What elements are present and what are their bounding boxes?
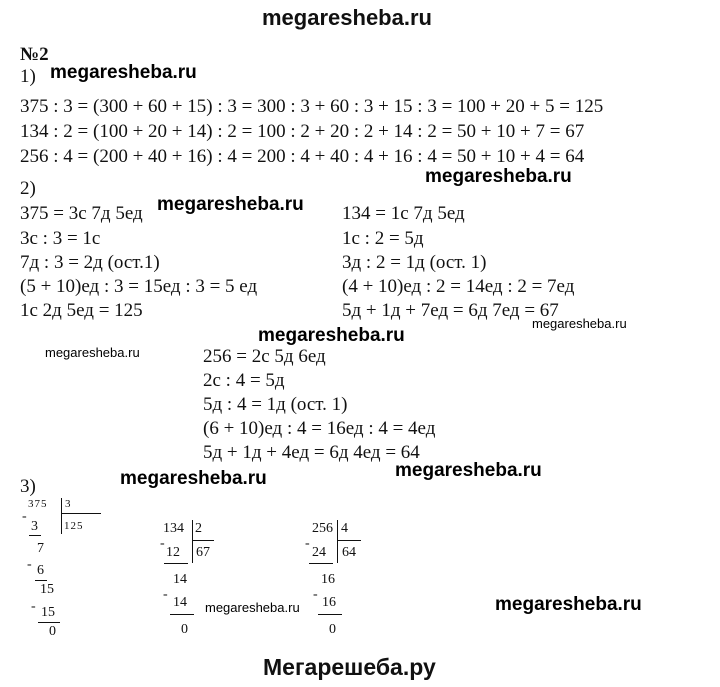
watermark: megaresheba.ru — [258, 325, 405, 346]
part2-left-line-3: 7д : 3 = 2д (ост.1) — [20, 252, 160, 273]
part2-right-line-5: 5д + 1д + 7ед = 6д 7ед = 67 — [342, 300, 559, 321]
watermark: megaresheba.ru — [495, 594, 642, 615]
divisor: 4 — [341, 521, 348, 536]
part2-center-line-1: 256 = 2с 5д 6ед — [203, 346, 326, 367]
divisor: 3 — [65, 498, 72, 510]
page-footer-site: Мегарешеба.ру — [263, 654, 436, 680]
part2-left-line-4: (5 + 10)ед : 3 = 15ед : 3 = 5 ед — [20, 276, 258, 297]
page-header-site: megaresheba.ru — [262, 5, 432, 30]
watermark: megaresheba.ru — [120, 468, 267, 489]
dividend: 256 — [312, 521, 333, 536]
watermark: megaresheba.ru — [395, 460, 542, 481]
quotient: 125 — [64, 520, 84, 532]
watermark: megaresheba.ru — [425, 166, 572, 187]
step: 16 — [321, 572, 335, 587]
part1-line-1: 375 : 3 = (300 + 60 + 15) : 3 = 300 : 3 + 60 : 3 + 15 : 3 = 100 + 20 + 5 = 125 — [20, 96, 604, 117]
part2-right-line-2: 1с : 2 = 5д — [342, 228, 424, 249]
watermark: megaresheba.ru — [205, 600, 300, 615]
watermark: megaresheba.ru — [157, 194, 304, 215]
watermark: megaresheba.ru — [50, 62, 197, 83]
divisor: 2 — [195, 521, 202, 536]
step: 15 — [40, 582, 54, 597]
part2-left-line-5: 1с 2д 5ед = 125 — [20, 300, 143, 321]
step: 6 — [37, 563, 44, 578]
part1-label: 1) — [20, 66, 36, 87]
part2-left-line-1: 375 = 3с 7д 5ед — [20, 203, 143, 224]
step: 0 — [329, 622, 336, 637]
part2-center-line-3: 5д : 4 = 1д (ост. 1) — [203, 394, 348, 415]
part2-left-line-2: 3с : 3 = 1с — [20, 228, 101, 249]
step: 14 — [173, 572, 187, 587]
part2-right-line-1: 134 = 1с 7д 5ед — [342, 203, 465, 224]
task-number: №2 — [20, 44, 49, 65]
step: 3 — [31, 519, 38, 534]
step: 0 — [49, 624, 56, 639]
part3-label: 3) — [20, 476, 36, 497]
step: 0 — [181, 622, 188, 637]
part2-label: 2) — [20, 178, 36, 199]
step: 7 — [37, 541, 44, 556]
step: 12 — [166, 545, 180, 560]
part2-center-line-5: 5д + 1д + 4ед = 6д 4ед = 64 — [203, 442, 420, 463]
part2-center-line-4: (6 + 10)ед : 4 = 16ед : 4 = 4ед — [203, 418, 436, 439]
part2-center-line-2: 2с : 4 = 5д — [203, 370, 285, 391]
part2-right-line-4: (4 + 10)ед : 2 = 14ед : 2 = 7ед — [342, 276, 575, 297]
watermark: megaresheba.ru — [532, 316, 627, 331]
dividend: 375 — [28, 498, 48, 510]
step: 16 — [322, 595, 336, 610]
quotient: 64 — [342, 545, 356, 560]
part2-right-line-3: 3д : 2 = 1д (ост. 1) — [342, 252, 487, 273]
part1-line-3: 256 : 4 = (200 + 40 + 16) : 4 = 200 : 4 + 40 : 4 + 16 : 4 = 50 + 10 + 4 = 64 — [20, 146, 585, 167]
dividend: 134 — [163, 521, 184, 536]
step: 14 — [173, 595, 187, 610]
part1-line-2: 134 : 2 = (100 + 20 + 14) : 2 = 100 : 2 + 20 : 2 + 14 : 2 = 50 + 10 + 7 = 67 — [20, 121, 585, 142]
watermark: megaresheba.ru — [45, 345, 140, 360]
step: 15 — [41, 605, 55, 620]
step: 24 — [312, 545, 326, 560]
quotient: 67 — [196, 545, 210, 560]
